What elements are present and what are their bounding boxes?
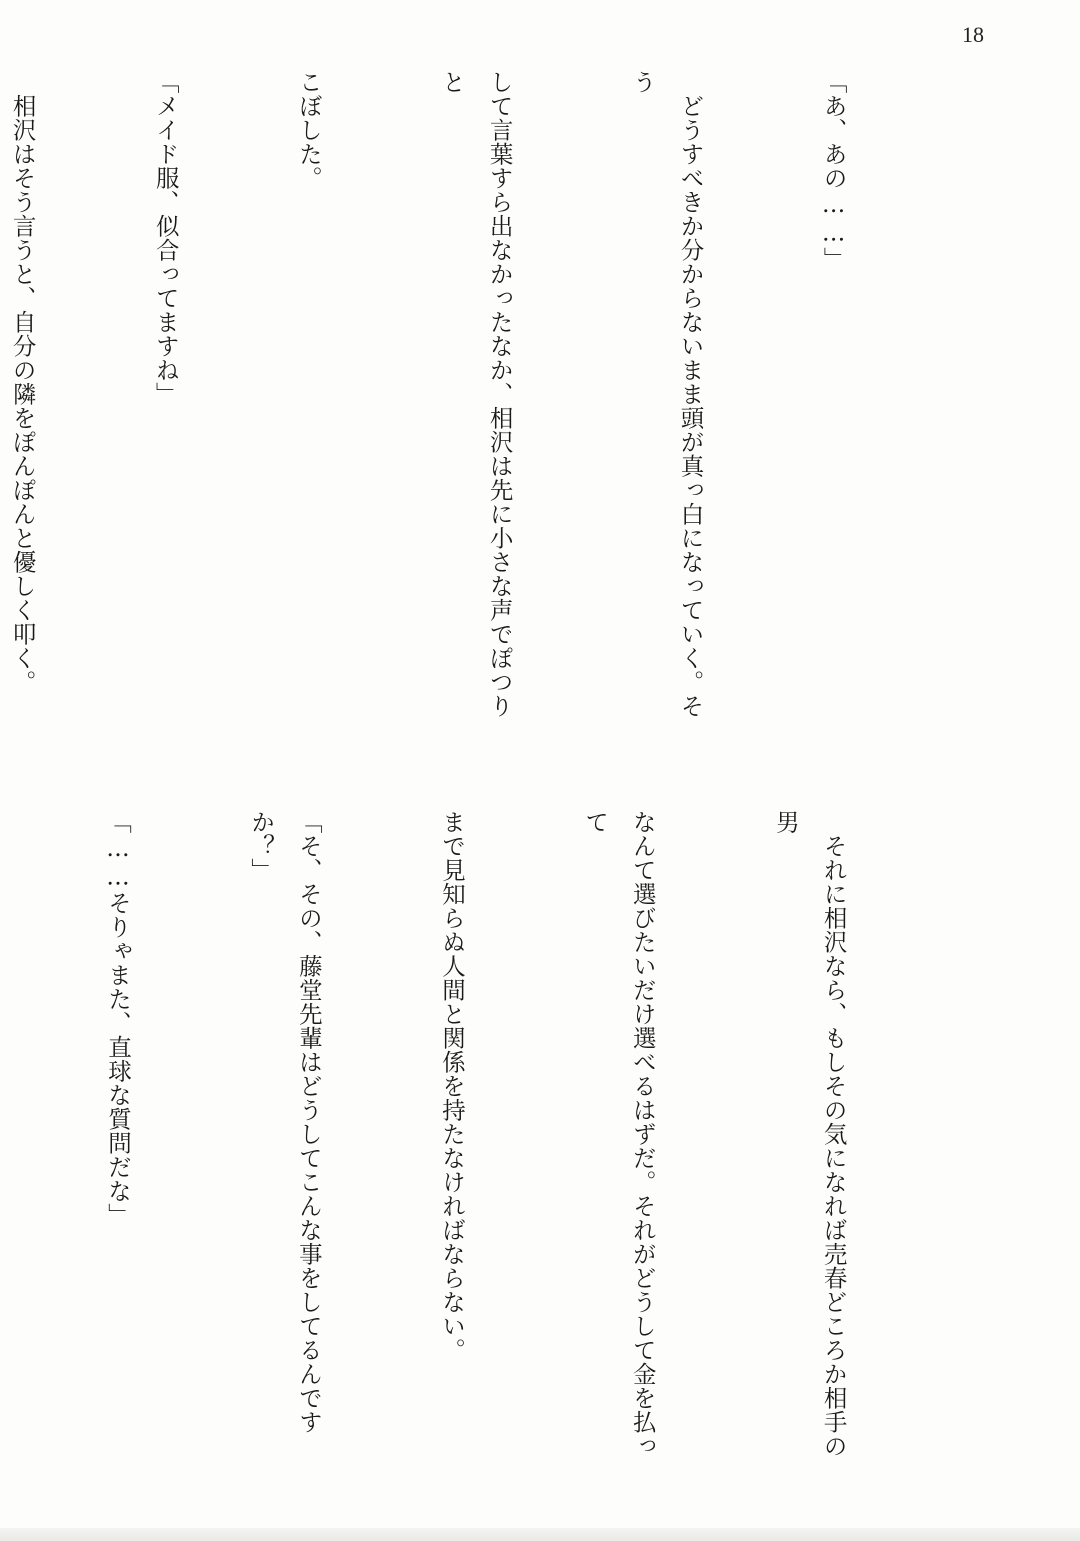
text-line: こぼした。	[294, 70, 323, 190]
scan-edge	[0, 1528, 1080, 1541]
text-line: どうすべきか分からないまま頭が真っ白になっていく。そう	[628, 70, 705, 718]
page-number: 18	[962, 22, 984, 47]
top-text-column	[8, 70, 952, 730]
text-line: 「メイド服、似合ってますね」	[151, 70, 180, 406]
text-line: 相沢はそう言うと、自分の隣をぽんぽんと優しく叩く。	[8, 70, 37, 694]
text-line: 「そ、その、藤堂先輩はどうしてこんな事をしてるんですか？」	[247, 810, 323, 1434]
text-line: それに相沢なら、もしその気になれば売春どころか相手の男	[771, 810, 848, 1458]
text-line: 「あ、あの……」	[819, 70, 848, 271]
text-line: して言葉すら出なかったなか、相沢は先に小さな声でぽつりと	[437, 70, 514, 718]
text-line: 「……そりゃまた、直球な質問だな」	[104, 810, 133, 1227]
text-line: まで見知らぬ人間と関係を持たなければならない。	[437, 810, 466, 1362]
text-line: なんて選びたいだけ選べるはずだ。それがどうして金を払って	[581, 810, 657, 1458]
bottom-text-column	[104, 810, 952, 1470]
